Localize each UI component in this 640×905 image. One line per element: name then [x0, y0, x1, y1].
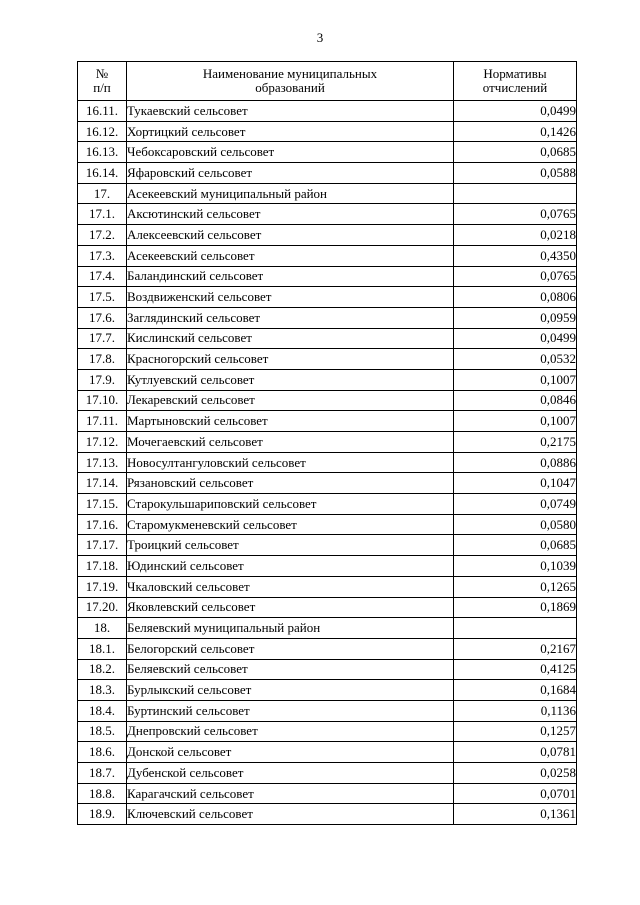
row-number: 17.17. [78, 535, 127, 556]
row-number: 17. [78, 183, 127, 204]
row-number: 18.7. [78, 763, 127, 784]
row-number: 17.20. [78, 597, 127, 618]
municipality-name: Ключевский сельсовет [127, 804, 454, 825]
deduction-norm [454, 618, 577, 639]
row-number: 17.11. [78, 411, 127, 432]
row-number: 18. [78, 618, 127, 639]
municipality-name: Троицкий сельсовет [127, 535, 454, 556]
table-row [78, 266, 577, 287]
deduction-norm: 0,1007 [454, 369, 577, 390]
table-row [78, 556, 577, 577]
deduction-norm: 0,1039 [454, 556, 577, 577]
municipality-name: Рязановский сельсовет [127, 473, 454, 494]
deduction-norm: 0,0781 [454, 742, 577, 763]
row-number: 17.5. [78, 287, 127, 308]
header-num-line1: № [95, 66, 109, 81]
deduction-norm: 0,0806 [454, 287, 577, 308]
table-row [78, 597, 577, 618]
municipality-name: Донской сельсовет [127, 742, 454, 763]
table-body [78, 101, 577, 825]
municipality-name: Яфаровский сельсовет [127, 163, 454, 184]
deduction-norm: 0,1265 [454, 576, 577, 597]
municipality-name: Чкаловский сельсовет [127, 576, 454, 597]
page-number: 3 [316, 30, 324, 45]
table-row [78, 514, 577, 535]
table-row [78, 804, 577, 825]
table-row [78, 763, 577, 784]
table-row [78, 390, 577, 411]
table-row [78, 121, 577, 142]
table-row [78, 742, 577, 763]
municipality-name: Новосултангуловский сельсовет [127, 452, 454, 473]
deduction-norm: 0,0886 [454, 452, 577, 473]
table-row [78, 349, 577, 370]
municipality-name: Чебоксаровский сельсовет [127, 142, 454, 163]
table-row [78, 411, 577, 432]
table-row [78, 576, 577, 597]
table-row [78, 535, 577, 556]
municipality-name: Беляевский муниципальный район [127, 618, 454, 639]
table-row [78, 183, 577, 204]
municipality-name: Лекаревский сельсовет [127, 390, 454, 411]
deduction-norm: 0,1007 [454, 411, 577, 432]
table-row [78, 369, 577, 390]
deduction-norm: 0,0765 [454, 204, 577, 225]
row-number: 16.12. [78, 121, 127, 142]
municipality-name: Тукаевский сельсовет [127, 101, 454, 122]
municipality-name: Аксютинский сельсовет [127, 204, 454, 225]
municipality-name: Дубенской сельсовет [127, 763, 454, 784]
municipality-name: Мочегаевский сельсовет [127, 432, 454, 453]
row-number: 17.3. [78, 245, 127, 266]
deduction-norm: 0,1136 [454, 700, 577, 721]
deduction-norm: 0,0258 [454, 763, 577, 784]
deduction-norm: 0,1426 [454, 121, 577, 142]
municipality-name: Красногорский сельсовет [127, 349, 454, 370]
table-row [78, 783, 577, 804]
municipality-name: Асекеевский муниципальный район [127, 183, 454, 204]
row-number: 17.14. [78, 473, 127, 494]
row-number: 18.4. [78, 700, 127, 721]
table-row [78, 225, 577, 246]
municipality-name: Старокульшариповский сельсовет [127, 494, 454, 515]
header-name-line1: Наименование муниципальных [202, 66, 378, 81]
row-number: 17.13. [78, 452, 127, 473]
municipality-name: Заглядинский сельсовет [127, 307, 454, 328]
deduction-norm: 0,4125 [454, 659, 577, 680]
row-number: 18.9. [78, 804, 127, 825]
municipality-name: Баландинский сельсовет [127, 266, 454, 287]
header-num-line2: п/п [93, 80, 111, 95]
row-number: 17.15. [78, 494, 127, 515]
table-row [78, 618, 577, 639]
table-row [78, 659, 577, 680]
table-row [78, 307, 577, 328]
row-number: 18.3. [78, 680, 127, 701]
row-number: 17.1. [78, 204, 127, 225]
municipality-name: Кутлуевский сельсовет [127, 369, 454, 390]
row-number: 16.14. [78, 163, 127, 184]
row-number: 18.6. [78, 742, 127, 763]
municipality-name: Беляевский сельсовет [127, 659, 454, 680]
deduction-norm: 0,0846 [454, 390, 577, 411]
header-name-line2: образований [255, 80, 325, 95]
header-value [454, 62, 577, 101]
table-row [78, 721, 577, 742]
table-row [78, 328, 577, 349]
table-row [78, 204, 577, 225]
row-number: 17.9. [78, 369, 127, 390]
table-row [78, 287, 577, 308]
row-number: 17.19. [78, 576, 127, 597]
municipality-name: Буртинский сельсовет [127, 700, 454, 721]
municipality-name: Бурлыкский сельсовет [127, 680, 454, 701]
table-row [78, 494, 577, 515]
header-num [78, 62, 127, 101]
row-number: 18.5. [78, 721, 127, 742]
row-number: 17.4. [78, 266, 127, 287]
deduction-norm: 0,4350 [454, 245, 577, 266]
deduction-norm: 0,0499 [454, 101, 577, 122]
row-number: 18.1. [78, 638, 127, 659]
table-row [78, 163, 577, 184]
table-row [78, 101, 577, 122]
table-row [78, 142, 577, 163]
norm-table [77, 61, 577, 825]
deduction-norm: 0,1361 [454, 804, 577, 825]
municipality-name: Старомукменевский сельсовет [127, 514, 454, 535]
deduction-norm: 0,0588 [454, 163, 577, 184]
table-row [78, 473, 577, 494]
row-number: 17.16. [78, 514, 127, 535]
table-row [78, 432, 577, 453]
row-number: 17.7. [78, 328, 127, 349]
municipality-name: Мартыновский сельсовет [127, 411, 454, 432]
deduction-norm: 0,1869 [454, 597, 577, 618]
row-number: 17.12. [78, 432, 127, 453]
table-row [78, 245, 577, 266]
municipality-name: Яковлевский сельсовет [127, 597, 454, 618]
deduction-norm: 0,1047 [454, 473, 577, 494]
deduction-norm: 0,0499 [454, 328, 577, 349]
row-number: 18.2. [78, 659, 127, 680]
header-name [127, 62, 454, 101]
deduction-norm: 0,2175 [454, 432, 577, 453]
table-row [78, 638, 577, 659]
table-row [78, 452, 577, 473]
row-number: 17.2. [78, 225, 127, 246]
row-number: 17.10. [78, 390, 127, 411]
row-number: 16.13. [78, 142, 127, 163]
municipality-name: Хортицкий сельсовет [127, 121, 454, 142]
row-number: 18.8. [78, 783, 127, 804]
municipality-name: Белогорский сельсовет [127, 638, 454, 659]
header-value-line2: отчислений [482, 80, 548, 95]
deduction-norm: 0,0959 [454, 307, 577, 328]
deduction-norm: 0,0685 [454, 535, 577, 556]
municipality-name: Кислинский сельсовет [127, 328, 454, 349]
deduction-norm [454, 183, 577, 204]
municipality-name: Асекеевский сельсовет [127, 245, 454, 266]
deduction-norm: 0,1684 [454, 680, 577, 701]
municipality-name: Днепровский сельсовет [127, 721, 454, 742]
deduction-norm: 0,0218 [454, 225, 577, 246]
row-number: 17.18. [78, 556, 127, 577]
table-row [78, 700, 577, 721]
deduction-norm: 0,0765 [454, 266, 577, 287]
header-value-line1: Нормативы [483, 66, 547, 81]
deduction-norm: 0,0749 [454, 494, 577, 515]
municipality-name: Алексеевский сельсовет [127, 225, 454, 246]
municipality-name: Карагачский сельсовет [127, 783, 454, 804]
table-header-row [78, 62, 577, 101]
row-number: 16.11. [78, 101, 127, 122]
deduction-norm: 0,0685 [454, 142, 577, 163]
deduction-norm: 0,0701 [454, 783, 577, 804]
row-number: 17.6. [78, 307, 127, 328]
deduction-norm: 0,2167 [454, 638, 577, 659]
deduction-norm: 0,0580 [454, 514, 577, 535]
municipality-name: Воздвиженский сельсовет [127, 287, 454, 308]
municipality-name: Юдинский сельсовет [127, 556, 454, 577]
row-number: 17.8. [78, 349, 127, 370]
table-row [78, 680, 577, 701]
deduction-norm: 0,1257 [454, 721, 577, 742]
deduction-norm: 0,0532 [454, 349, 577, 370]
